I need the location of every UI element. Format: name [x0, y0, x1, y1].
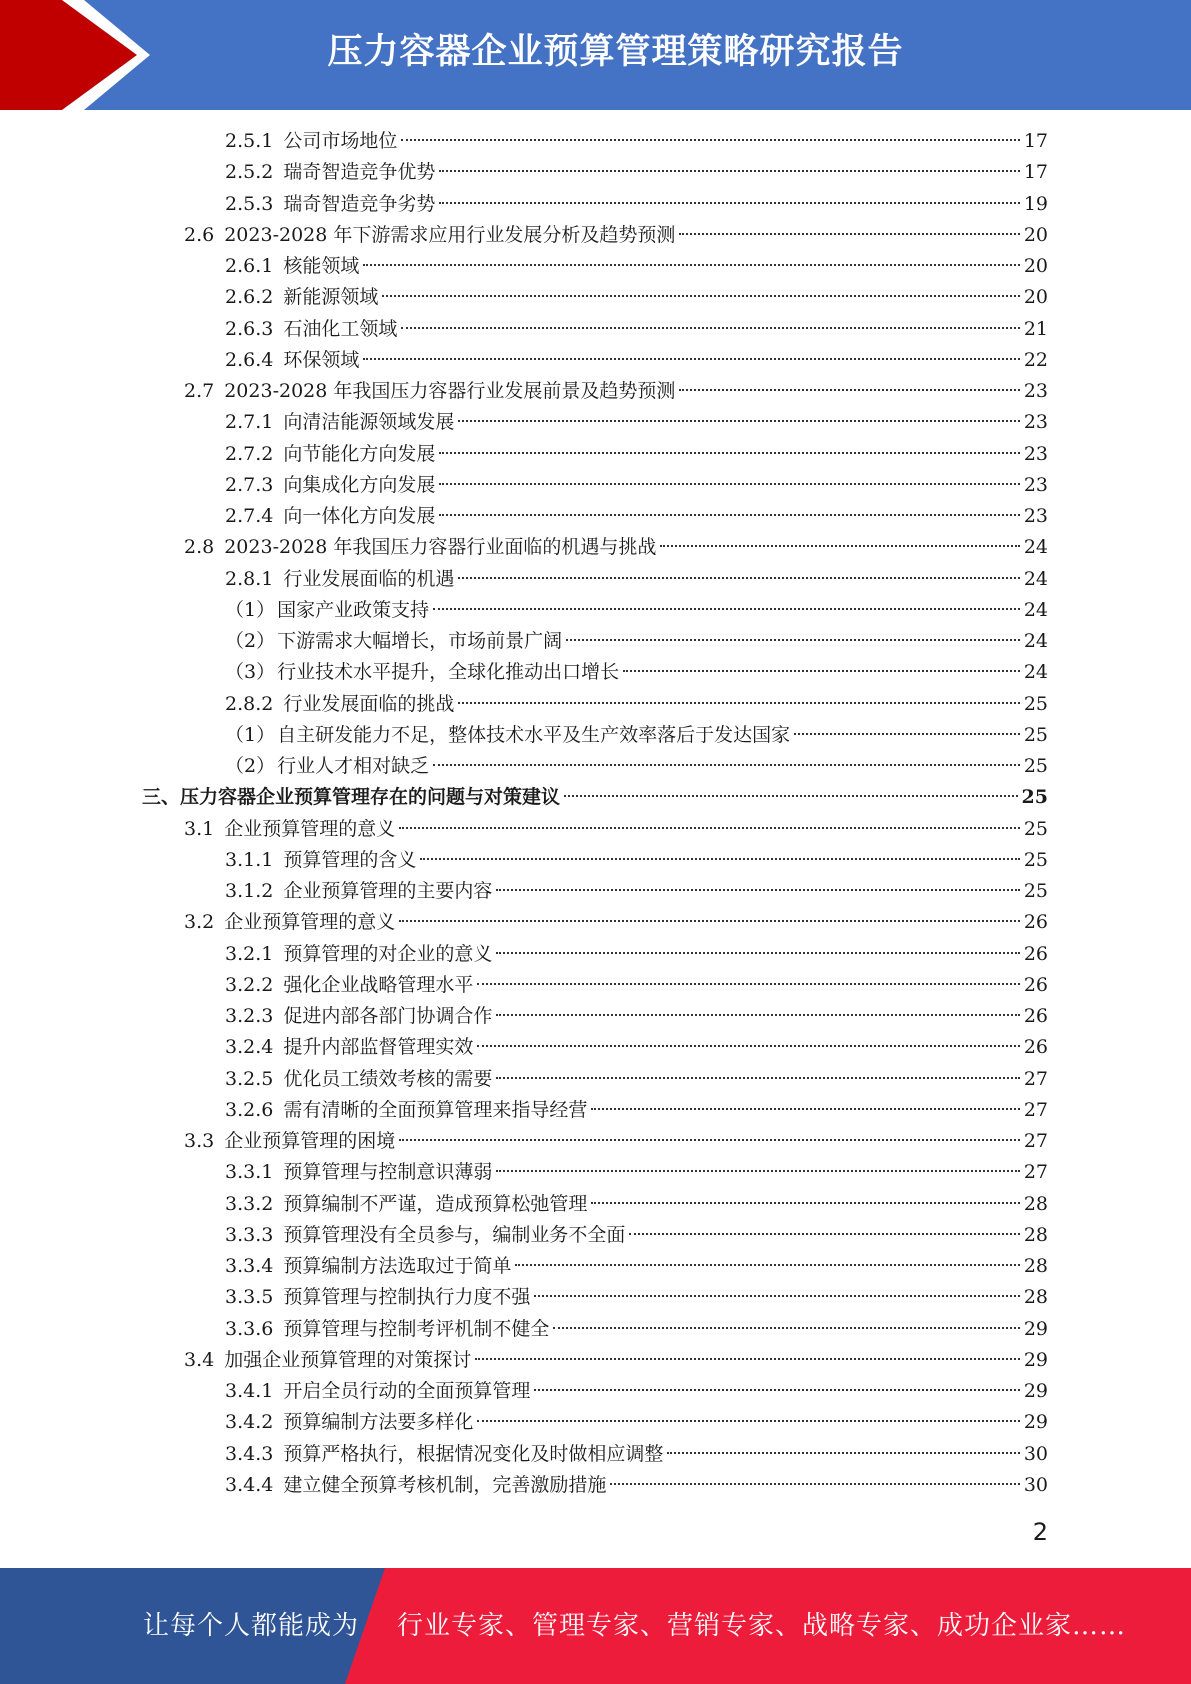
toc-dot-leader	[564, 795, 1018, 797]
toc-entry[interactable]	[0, 1126, 1191, 1157]
report-title: 压力容器企业预算管理策略研究报告	[327, 32, 904, 72]
toc-entry[interactable]	[0, 220, 1191, 251]
toc-entry[interactable]	[0, 1345, 1191, 1376]
toc-dot-leader	[401, 327, 1019, 329]
toc-entry[interactable]	[0, 970, 1191, 1001]
toc-entry-page: 30	[1023, 1473, 1048, 1496]
toc-entry-page: 17	[1023, 130, 1048, 152]
toc-entry-line	[225, 1251, 1048, 1282]
toc-dot-leader	[553, 1327, 1019, 1329]
toc-entry-title: 压力容器企业预算管理存在的问题与对策建议	[180, 786, 561, 809]
toc-entry[interactable]	[0, 1064, 1191, 1095]
toc-entry-page: 23	[1023, 442, 1048, 465]
toc-entry-title: 提升内部监督管理实效	[283, 1036, 474, 1059]
toc-dot-leader	[399, 920, 1020, 922]
toc-entry[interactable]	[0, 751, 1191, 782]
toc-dot-leader	[439, 483, 1019, 485]
page-number: 2	[1032, 1518, 1048, 1546]
toc-entry-number: 2.5.2	[225, 161, 274, 184]
toc-entry-line	[225, 1220, 1048, 1251]
page-footer	[0, 1568, 1191, 1684]
toc-entry-line	[225, 1032, 1048, 1063]
toc-entry-line	[184, 532, 1048, 563]
toc-entry-number: 2.5.3	[225, 192, 274, 215]
toc-entry-number: 3.1.2	[225, 880, 274, 902]
toc-entry-title: 促进内部各部门协调合作	[283, 1005, 493, 1027]
toc-entry-page: 25	[1023, 692, 1048, 715]
toc-entry-page: 25	[1023, 723, 1048, 746]
toc-entry-line	[225, 720, 1048, 751]
toc-entry[interactable]	[0, 1439, 1191, 1470]
toc-entry-page: 25	[1023, 848, 1048, 871]
toc-dot-leader	[794, 733, 1020, 735]
toc-entry-line	[225, 564, 1048, 595]
toc-entry-page: 26	[1023, 942, 1048, 965]
toc-entry[interactable]	[0, 189, 1191, 220]
toc-entry-number: 3.2.1	[225, 942, 274, 965]
toc-entry-number: 2.6	[184, 223, 215, 246]
toc-entry-line	[225, 1407, 1048, 1438]
toc-entry[interactable]	[0, 439, 1191, 470]
toc-entry-line	[225, 345, 1048, 376]
toc-dot-leader	[591, 1202, 1019, 1204]
toc-entry[interactable]	[0, 157, 1191, 188]
toc-entry-number: 3.2.4	[225, 1036, 274, 1059]
toc-entry-line	[225, 1439, 1048, 1470]
toc-entry-page: 24	[1023, 567, 1048, 590]
toc-entry-number: 3.1	[184, 817, 215, 840]
toc-entry[interactable]	[0, 595, 1191, 626]
toc-entry-line	[225, 595, 1048, 626]
toc-entry[interactable]	[0, 1314, 1191, 1345]
toc-entry-number: 2.6.3	[225, 317, 274, 340]
toc-entry-line	[225, 501, 1048, 532]
toc-entry[interactable]	[0, 907, 1191, 938]
toc-entry-title: 行业技术水平提升，全球化推动出口增长	[277, 661, 620, 684]
toc-entry-line	[225, 1282, 1048, 1313]
toc-entry[interactable]	[0, 720, 1191, 751]
footer-slogan-left: 让每个人都能成为	[143, 1611, 360, 1641]
toc-entry-title: 向清洁能源领域发展	[283, 411, 455, 434]
toc-entry-page: 25	[1023, 755, 1048, 777]
toc-entry-title: 预算管理与控制意识薄弱	[283, 1161, 493, 1184]
toc-entry-page: 27	[1023, 1098, 1048, 1121]
toc-dot-leader	[496, 1014, 1019, 1016]
toc-dot-leader	[433, 764, 1020, 766]
toc-entry-line	[225, 314, 1048, 345]
toc-entry-number: 2.7.3	[225, 473, 274, 496]
toc-entry-page: 29	[1023, 1411, 1048, 1434]
toc-entry-page: 28	[1023, 1192, 1048, 1215]
toc-entry-line	[225, 1189, 1048, 1220]
toc-entry-title: 新能源领域	[283, 286, 379, 309]
toc-entry-title: 建立健全预算考核机制，完善激励措施	[283, 1473, 607, 1496]
toc-entry-title: 自主研发能力不足，整体技术水平及生产效率落后于发达国家	[277, 723, 791, 746]
toc-dot-leader	[401, 139, 1019, 141]
toc-entry-title: 企业预算管理的意义	[224, 817, 396, 840]
toc-entry-number: 3.4.3	[225, 1442, 274, 1465]
table-of-contents	[0, 126, 1191, 1501]
toc-entry-number: 3.4.4	[225, 1473, 274, 1496]
toc-entry-number: 2.7	[184, 380, 215, 402]
toc-entry[interactable]	[0, 845, 1191, 876]
toc-entry-page: 20	[1023, 255, 1048, 277]
toc-dot-leader	[591, 1108, 1019, 1110]
toc-entry-line	[225, 626, 1048, 657]
toc-entry-line	[225, 1157, 1048, 1188]
toc-entry-page: 28	[1023, 1286, 1048, 1309]
toc-entry-page: 27	[1023, 1130, 1048, 1152]
toc-dot-leader	[496, 952, 1019, 954]
toc-entry-title: 2023-2028 年我国压力容器行业发展前景及趋势预测	[224, 380, 676, 402]
toc-entry[interactable]	[0, 251, 1191, 282]
toc-dot-leader	[458, 702, 1019, 704]
toc-entry-number: 3.3	[184, 1130, 215, 1152]
toc-entry-page: 28	[1023, 1255, 1048, 1277]
toc-entry[interactable]	[0, 314, 1191, 345]
toc-entry-line	[225, 251, 1048, 282]
toc-entry-title: 瑞奇智造竞争优势	[283, 161, 436, 184]
toc-entry-line	[184, 376, 1048, 407]
toc-entry-line	[184, 1126, 1048, 1157]
toc-dot-leader	[477, 1420, 1019, 1422]
toc-entry-line	[225, 1095, 1048, 1126]
toc-dot-leader	[496, 1170, 1019, 1172]
toc-entry-number: 2.8	[184, 536, 215, 559]
toc-entry-number: 2.6.4	[225, 348, 274, 371]
toc-entry-title: 开启全员行动的全面预算管理	[283, 1380, 531, 1402]
toc-entry-number: 3.3.3	[225, 1223, 274, 1246]
toc-entry-page: 24	[1023, 661, 1048, 684]
toc-entry-line	[225, 282, 1048, 313]
toc-entry-number: 3.2.2	[225, 973, 274, 996]
toc-dot-leader	[420, 858, 1019, 860]
toc-dot-leader	[515, 1264, 1019, 1266]
toc-entry-title: 核能领域	[283, 255, 360, 277]
toc-entry[interactable]	[0, 407, 1191, 438]
toc-dot-leader	[439, 514, 1019, 516]
toc-entry-title: 预算严格执行，根据情况变化及时做相应调整	[283, 1442, 664, 1465]
toc-entry-page: 25	[1023, 817, 1048, 840]
toc-entry-line	[225, 439, 1048, 470]
toc-dot-leader	[458, 577, 1019, 579]
toc-entry[interactable]	[0, 657, 1191, 688]
toc-entry[interactable]	[0, 814, 1191, 845]
toc-entry[interactable]	[0, 1189, 1191, 1220]
toc-entry[interactable]	[0, 1157, 1191, 1188]
toc-entry[interactable]	[0, 1407, 1191, 1438]
toc-entry-number: 3.2.3	[225, 1005, 274, 1027]
toc-entry-number: 2.7.1	[225, 411, 274, 434]
toc-entry-line	[225, 1314, 1048, 1345]
toc-entry-number: 2.8.1	[225, 567, 274, 590]
toc-dot-leader	[363, 358, 1019, 360]
toc-entry-page: 29	[1023, 1317, 1048, 1340]
toc-entry-number: 2.6.1	[225, 255, 274, 277]
toc-dot-leader	[439, 170, 1019, 172]
toc-dot-leader	[363, 264, 1019, 266]
toc-entry[interactable]	[0, 126, 1191, 157]
toc-entry[interactable]	[0, 1282, 1191, 1313]
toc-dot-leader	[399, 827, 1020, 829]
toc-entry-page: 29	[1023, 1348, 1048, 1371]
toc-entry-title: 预算编制方法选取过于简单	[283, 1255, 512, 1277]
toc-entry-line	[225, 1001, 1048, 1032]
toc-entry-title: 预算编制不严谨，造成预算松弛管理	[283, 1192, 588, 1215]
toc-entry-title: 企业预算管理的主要内容	[283, 880, 493, 902]
toc-entry[interactable]	[0, 1251, 1191, 1282]
toc-entry[interactable]	[0, 470, 1191, 501]
toc-entry-number: （1）	[225, 723, 276, 746]
toc-entry-line	[225, 126, 1048, 157]
toc-entry-number: 2.7.2	[225, 442, 274, 465]
toc-dot-leader	[623, 670, 1020, 672]
toc-dot-leader	[458, 420, 1019, 422]
chevron-arrow-icon	[0, 0, 160, 110]
toc-entry[interactable]	[0, 1032, 1191, 1063]
toc-entry-page: 23	[1023, 411, 1048, 434]
toc-entry-line	[225, 751, 1048, 782]
toc-dot-leader	[660, 545, 1019, 547]
toc-entry-number: 三、	[142, 786, 181, 809]
toc-entry-title: 瑞奇智造竞争劣势	[283, 192, 436, 215]
toc-entry-number: 3.2.5	[225, 1067, 274, 1090]
toc-entry-page: 19	[1023, 192, 1048, 215]
toc-entry-line	[225, 1376, 1048, 1407]
toc-entry-number: 2.5.1	[225, 130, 274, 152]
toc-entry-line	[225, 1470, 1048, 1501]
toc-entry-page: 23	[1023, 380, 1048, 402]
toc-entry-page: 27	[1023, 1161, 1048, 1184]
toc-dot-leader	[382, 295, 1019, 297]
toc-entry-title: 预算管理与控制执行力度不强	[283, 1286, 531, 1309]
toc-entry-title: 国家产业政策支持	[277, 598, 430, 621]
toc-entry-title: 优化员工绩效考核的需要	[283, 1067, 493, 1090]
toc-entry-title: 预算管理没有全员参与，编制业务不全面	[283, 1223, 626, 1246]
toc-entry[interactable]	[0, 1470, 1191, 1501]
toc-entry[interactable]	[0, 689, 1191, 720]
toc-entry-page: 24	[1023, 536, 1048, 559]
toc-entry[interactable]	[0, 282, 1191, 313]
toc-entry-page: 25	[1023, 880, 1048, 902]
toc-entry-page: 30	[1023, 1442, 1048, 1465]
toc-entry-number: （1）	[225, 598, 276, 621]
toc-entry-title: 2023-2028 年我国压力容器行业面临的机遇与挑战	[224, 536, 657, 559]
toc-entry-page: 24	[1023, 598, 1048, 621]
toc-entry-page: 23	[1023, 473, 1048, 496]
toc-entry[interactable]	[0, 345, 1191, 376]
toc-entry-number: 3.3.1	[225, 1161, 274, 1184]
toc-dot-leader	[496, 1077, 1019, 1079]
toc-entry-page: 22	[1023, 348, 1048, 371]
toc-entry[interactable]	[0, 501, 1191, 532]
toc-entry[interactable]	[0, 626, 1191, 657]
toc-dot-leader	[477, 983, 1019, 985]
toc-entry-title: 企业预算管理的意义	[224, 911, 396, 934]
toc-entry-number: 3.3.6	[225, 1317, 274, 1340]
toc-entry-line	[225, 407, 1048, 438]
toc-dot-leader	[566, 639, 1020, 641]
toc-entry[interactable]	[0, 532, 1191, 563]
toc-entry-line	[225, 657, 1048, 688]
toc-entry-title: 下游需求大幅增长，市场前景广阔	[277, 630, 563, 652]
toc-entry-page: 24	[1023, 630, 1048, 652]
toc-entry-line	[225, 845, 1048, 876]
toc-entry-number: （2）	[225, 630, 276, 652]
toc-dot-leader	[439, 202, 1019, 204]
toc-entry-number: 3.3.2	[225, 1192, 274, 1215]
toc-entry[interactable]	[0, 1095, 1191, 1126]
toc-entry[interactable]	[0, 376, 1191, 407]
toc-dot-leader	[679, 389, 1019, 391]
toc-entry-line	[184, 907, 1048, 938]
toc-entry-number: 3.2	[184, 911, 215, 934]
toc-entry-title: 预算编制方法要多样化	[283, 1411, 474, 1434]
toc-entry-line	[225, 1064, 1048, 1095]
toc-entry-line	[184, 1345, 1048, 1376]
toc-dot-leader	[610, 1483, 1019, 1485]
toc-entry-line	[184, 220, 1048, 251]
toc-entry-page: 23	[1023, 505, 1048, 527]
toc-entry-title: 石油化工领域	[283, 317, 398, 340]
toc-entry-line	[225, 689, 1048, 720]
toc-entry-line	[225, 970, 1048, 1001]
toc-entry-page: 26	[1023, 1005, 1048, 1027]
toc-entry-number: 2.6.2	[225, 286, 274, 309]
toc-entry-page: 25	[1021, 786, 1048, 809]
toc-entry-title: 向一体化方向发展	[283, 505, 436, 527]
toc-entry[interactable]	[0, 1220, 1191, 1251]
toc-entry-page: 21	[1023, 317, 1048, 340]
toc-entry-line	[225, 939, 1048, 970]
toc-entry-title: 2023-2028 年下游需求应用行业发展分析及趋势预测	[224, 223, 676, 246]
toc-entry[interactable]	[0, 939, 1191, 970]
toc-entry-number: 3.3.4	[225, 1255, 274, 1277]
toc-entry-title: 环保领域	[283, 348, 360, 371]
footer-slogan-right: 行业专家、管理专家、营销专家、战略专家、成功企业家……	[397, 1611, 1127, 1641]
toc-entry-number: 3.2.6	[225, 1098, 274, 1121]
toc-entry-number: 3.3.5	[225, 1286, 274, 1309]
page-header	[0, 0, 1191, 110]
toc-dot-leader	[679, 233, 1019, 235]
toc-dot-leader	[667, 1452, 1019, 1454]
toc-entry-number: 3.4.1	[225, 1380, 274, 1402]
toc-entry-line	[142, 782, 1048, 813]
toc-entry-page: 20	[1023, 223, 1048, 246]
toc-dot-leader	[475, 1358, 1020, 1360]
toc-dot-leader	[534, 1389, 1019, 1391]
toc-dot-leader	[477, 1045, 1019, 1047]
toc-entry-title: 行业人才相对缺乏	[277, 755, 430, 777]
toc-dot-leader	[399, 1139, 1020, 1141]
toc-entry-title: 预算管理的对企业的意义	[283, 942, 493, 965]
toc-dot-leader	[439, 452, 1019, 454]
toc-entry-number: 3.4.2	[225, 1411, 274, 1434]
toc-entry[interactable]	[0, 782, 1191, 813]
toc-entry[interactable]	[0, 876, 1191, 907]
toc-entry-line	[225, 876, 1048, 907]
toc-entry[interactable]	[0, 564, 1191, 595]
toc-entry-page: 29	[1023, 1380, 1048, 1402]
toc-entry-title: 企业预算管理的困境	[224, 1130, 396, 1152]
toc-entry-title: 强化企业战略管理水平	[283, 973, 474, 996]
toc-entry[interactable]	[0, 1376, 1191, 1407]
toc-entry-line	[225, 157, 1048, 188]
toc-entry-line	[184, 814, 1048, 845]
toc-dot-leader	[496, 889, 1019, 891]
toc-entry-number: 3.4	[184, 1348, 215, 1371]
toc-dot-leader	[629, 1233, 1019, 1235]
toc-entry-page: 28	[1023, 1223, 1048, 1246]
toc-entry[interactable]	[0, 1001, 1191, 1032]
toc-entry-page: 17	[1023, 161, 1048, 184]
toc-entry-title: 向集成化方向发展	[283, 473, 436, 496]
toc-entry-number: （2）	[225, 755, 276, 777]
toc-entry-title: 行业发展面临的机遇	[283, 567, 455, 590]
toc-entry-title: 需有清晰的全面预算管理来指导经营	[283, 1098, 588, 1121]
toc-entry-page: 27	[1023, 1067, 1048, 1090]
toc-entry-title: 行业发展面临的挑战	[283, 692, 455, 715]
toc-dot-leader	[534, 1295, 1019, 1297]
toc-entry-number: （3）	[225, 661, 276, 684]
toc-entry-number: 2.7.4	[225, 505, 274, 527]
toc-entry-title: 预算管理与控制考评机制不健全	[283, 1317, 550, 1340]
toc-entry-title: 加强企业预算管理的对策探讨	[224, 1348, 472, 1371]
toc-entry-line	[225, 470, 1048, 501]
toc-entry-title: 公司市场地位	[283, 130, 398, 152]
toc-entry-title: 预算管理的含义	[283, 848, 417, 871]
toc-entry-title: 向节能化方向发展	[283, 442, 436, 465]
toc-entry-number: 3.1.1	[225, 848, 274, 871]
toc-entry-number: 2.8.2	[225, 692, 274, 715]
toc-entry-page: 26	[1023, 1036, 1048, 1059]
toc-entry-page: 20	[1023, 286, 1048, 309]
toc-entry-line	[225, 189, 1048, 220]
toc-dot-leader	[433, 608, 1020, 610]
toc-entry-page: 26	[1023, 911, 1048, 934]
toc-entry-page: 26	[1023, 973, 1048, 996]
